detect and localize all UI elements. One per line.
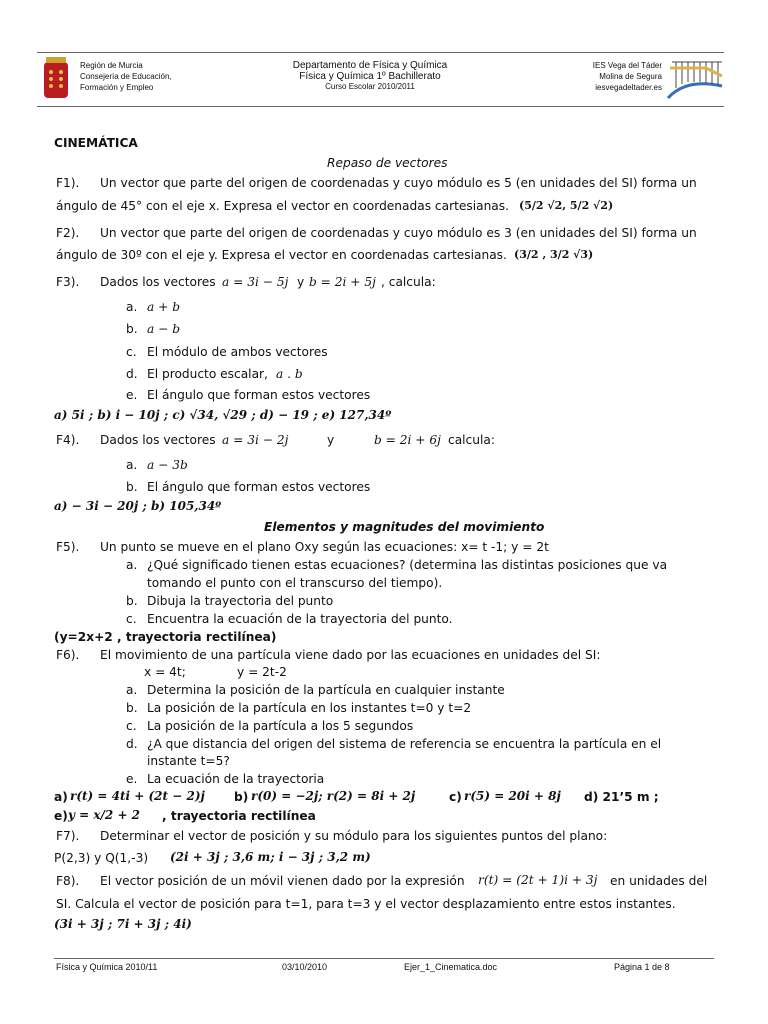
f3-item-text: a − b bbox=[147, 322, 181, 336]
section-heading-motion: Elementos y magnitudes del movimiento bbox=[264, 520, 545, 534]
f4-number: F4). bbox=[56, 433, 80, 447]
f3-vector-b: b = 2i + 5j bbox=[309, 275, 376, 289]
f3-dot-product: a . b bbox=[276, 367, 303, 381]
f6-c: La posición de la partícula a los 5 segundos bbox=[147, 719, 414, 733]
header-left-line: Región de Murcia bbox=[80, 61, 143, 70]
school-year: Curso Escolar 2010/2011 bbox=[325, 82, 415, 91]
f5-key-b: b. bbox=[126, 594, 138, 608]
f6-answer-c: r(5) = 20i + 8j bbox=[464, 789, 561, 803]
f6-key-c: c. bbox=[126, 719, 137, 733]
f2-line2: ángulo de 30º con el eje y. Expresa el vector en coordenadas cartesianas. bbox=[56, 248, 507, 262]
f5-c: Encuentra la ecuación de la trayectoria del punto. bbox=[147, 612, 453, 626]
f5-a-line2: tomando el punto con el transcurso del tiempo). bbox=[147, 576, 443, 590]
f4-and: y bbox=[327, 433, 335, 447]
f8-lead: El vector posición de un móvil vienen dado por la expresión bbox=[100, 874, 465, 888]
f3-lead: Dados los vectores bbox=[100, 275, 216, 289]
school-website: iesvegadeltader.es bbox=[595, 83, 662, 92]
f5-b: Dibuja la trayectoria del punto bbox=[147, 594, 334, 608]
f6-answer-d: d) 21’5 m ; bbox=[584, 790, 659, 804]
f1-line1: Un vector que parte del origen de coordenadas y cuyo módulo es 5 (en unidades del SI) forma un bbox=[100, 176, 697, 190]
f4-vector-b: b = 2i + 6j bbox=[374, 433, 441, 447]
school-name: IES Vega del Táder bbox=[592, 61, 662, 70]
f6-key-a: a. bbox=[126, 683, 138, 697]
header-bottom-rule bbox=[37, 106, 724, 107]
f8-expression: r(t) = (2t + 1)i + 3j bbox=[478, 873, 598, 887]
f1-answer: (5/2 √2, 5/2 √2) bbox=[519, 199, 614, 212]
header-left-line: Consejería de Educación, bbox=[80, 72, 172, 81]
f6-d-line2: instante t=5? bbox=[147, 754, 230, 768]
course-name: Física y Química 1º Bachillerato bbox=[299, 71, 441, 82]
f5-a-line1: ¿Qué significado tienen estas ecuaciones? (determina las distintas posiciones que va bbox=[147, 558, 668, 572]
document-title: CINEMÁTICA bbox=[54, 136, 138, 150]
f6-b: La posición de la partícula en los instantes t=0 y t=2 bbox=[147, 701, 472, 715]
f3-number: F3). bbox=[56, 275, 80, 289]
f6-e: La ecuación de la trayectoria bbox=[147, 772, 325, 786]
f3-item-text: a + b bbox=[147, 300, 181, 314]
f1-number: F1). bbox=[56, 176, 80, 190]
f5-key-c: c. bbox=[126, 612, 137, 626]
f8-answer: (3i + 3j ; 7i + 3j ; 4i) bbox=[54, 917, 192, 931]
f7-lead: Determinar el vector de posición y su módulo para los siguientes puntos del plano: bbox=[100, 829, 608, 843]
f2-line1: Un vector que parte del origen de coordenadas y cuyo módulo es 3 (en unidades del SI) forma un bbox=[100, 226, 697, 240]
f6-answer-c-label: c) bbox=[449, 790, 462, 804]
f4-vector-a: a = 3i − 2j bbox=[222, 433, 289, 447]
f2-number: F2). bbox=[56, 226, 80, 240]
f6-answer-a: r(t) = 4ti + (2t − 2)j bbox=[70, 789, 205, 803]
school-town: Molina de Segura bbox=[599, 72, 662, 81]
department-name: Departamento de Física y Química bbox=[292, 60, 448, 71]
f4-answer: a) − 3i − 20j ; b) 105,34º bbox=[54, 499, 222, 513]
f3-item-text: El ángulo que forman estos vectores bbox=[147, 388, 371, 402]
f3-item-key: b. bbox=[126, 322, 138, 336]
f4-item-key: b. bbox=[126, 480, 138, 494]
f4-item-text: El ángulo que forman estos vectores bbox=[147, 480, 371, 494]
footer-date: 03/10/2010 bbox=[282, 962, 328, 972]
header-left-line: Formación y Empleo bbox=[80, 83, 154, 92]
f6-eq-y: y = 2t-2 bbox=[237, 665, 287, 679]
f6-key-b: b. bbox=[126, 701, 138, 715]
f6-lead: El movimiento de una partícula viene dado por las ecuaciones en unidades del SI: bbox=[100, 648, 601, 662]
f5-key-a: a. bbox=[126, 558, 138, 572]
f6-a: Determina la posición de la partícula en cualquier instante bbox=[147, 683, 505, 697]
f3-tail: , calcula: bbox=[381, 275, 436, 289]
f3-item-text: El producto escalar, bbox=[147, 367, 268, 381]
f8-line2: SI. Calcula el vector de posición para t=1, para t=3 y el vector desplazamiento entre estos instantes. bbox=[56, 897, 676, 911]
header-school bbox=[593, 60, 662, 93]
f3-item-key: a. bbox=[126, 300, 138, 314]
f7-number: F7). bbox=[56, 829, 80, 843]
f5-lead: Un punto se mueve en el plano Oxy según las ecuaciones: x= t -1; y = 2t bbox=[100, 540, 549, 554]
footer-subject: Física y Química 2010/11 bbox=[56, 962, 158, 972]
f6-key-e: e. bbox=[126, 772, 138, 786]
footer-filename: Ejer_1_Cinematica.doc bbox=[404, 962, 498, 972]
f6-answer-e-note: , trayectoria rectilínea bbox=[162, 809, 316, 823]
f6-d-line1: ¿A que distancia del origen del sistema de referencia se encuentra la partícula en el bbox=[147, 737, 662, 751]
f6-key-d: d. bbox=[126, 737, 138, 751]
f3-item-key: e. bbox=[126, 388, 138, 402]
footer-page-number: Página 1 de 8 bbox=[614, 962, 670, 972]
header-top-rule bbox=[37, 52, 724, 53]
ies-logo bbox=[666, 58, 724, 100]
section-heading-vectors: Repaso de vectores bbox=[327, 156, 448, 170]
f6-number: F6). bbox=[56, 648, 80, 662]
f6-answer-e: y = x/2 + 2 bbox=[68, 808, 141, 822]
f8-number: F8). bbox=[56, 874, 80, 888]
murcia-shield-logo bbox=[40, 56, 72, 102]
f4-item-text: a − 3b bbox=[147, 458, 188, 472]
f3-item-text: El módulo de ambos vectores bbox=[147, 345, 328, 359]
f6-eq-x: x = 4t; bbox=[144, 665, 186, 679]
f7-answer: (2i + 3j ; 3,6 m; i − 3j ; 3,2 m) bbox=[170, 850, 371, 864]
f3-item-key: c. bbox=[126, 345, 137, 359]
f6-answer-b-label: b) bbox=[234, 790, 249, 804]
f6-answer-a-label: a) bbox=[54, 790, 68, 804]
f4-lead: Dados los vectores bbox=[100, 433, 216, 447]
footer-rule bbox=[54, 958, 714, 959]
f6-answer-b: r(0) = −2j; r(2) = 8i + 2j bbox=[251, 789, 416, 803]
f3-vector-a: a = 3i − 5j bbox=[222, 275, 289, 289]
f4-item-key: a. bbox=[126, 458, 138, 472]
f5-answer: (y=2x+2 , trayectoria rectilínea) bbox=[54, 630, 277, 644]
f3-item-key: d. bbox=[126, 367, 138, 381]
f8-tail: en unidades del bbox=[610, 874, 708, 888]
header-institution bbox=[80, 60, 172, 93]
f2-answer: (3/2 , 3/2 √3) bbox=[514, 248, 594, 261]
f6-answer-e-label: e) bbox=[54, 809, 68, 823]
f4-tail: calcula: bbox=[448, 433, 495, 447]
f3-and: y bbox=[297, 275, 305, 289]
f1-line2: ángulo de 45° con el eje x. Expresa el vector en coordenadas cartesianas. bbox=[56, 199, 509, 213]
f5-number: F5). bbox=[56, 540, 80, 554]
header-department bbox=[240, 60, 500, 91]
f7-points: P(2,3) y Q(1,-3) bbox=[54, 851, 149, 865]
f3-answer: a) 5i ; b) i − 10j ; c) √34, √29 ; d) − 19 ; e) 127,34º bbox=[54, 408, 392, 422]
